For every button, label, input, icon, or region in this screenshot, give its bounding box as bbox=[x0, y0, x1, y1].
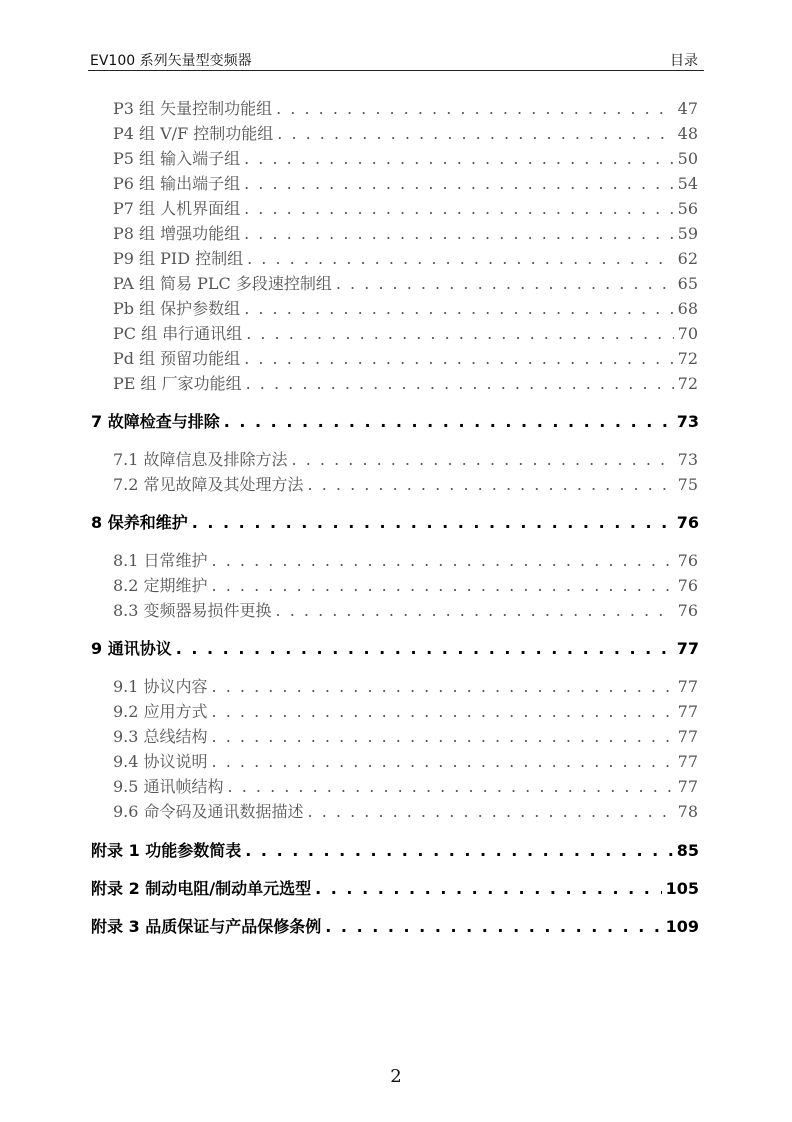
toc-entry-label: 9.5 通讯帧结构 bbox=[113, 777, 224, 796]
header-section-title: 目录 bbox=[670, 53, 698, 69]
toc-dot-leader bbox=[212, 752, 674, 771]
toc-entry-page-number: 78 bbox=[677, 802, 698, 821]
toc-dot-leader bbox=[176, 639, 673, 658]
toc-section-entry[interactable] bbox=[113, 674, 698, 696]
toc-chapter-entry[interactable] bbox=[91, 636, 699, 658]
toc-entry-label: 9 通讯协议 bbox=[91, 639, 172, 658]
toc-entry-label: PC 组 串行通讯组 bbox=[113, 324, 243, 343]
toc-entry-page-number: 105 bbox=[665, 879, 699, 898]
toc-section-entry[interactable] bbox=[113, 447, 698, 469]
toc-section-entry[interactable] bbox=[113, 799, 698, 821]
toc-dot-leader bbox=[224, 412, 673, 431]
toc-entry-page-number: 50 bbox=[677, 149, 698, 168]
header-document-title: EV100 系列矢量型变频器 bbox=[90, 53, 252, 69]
toc-section-entry[interactable] bbox=[113, 548, 698, 570]
toc-entry-label: 附录 2 制动电阻/制动单元选型 bbox=[91, 879, 312, 898]
toc-dot-leader bbox=[212, 702, 674, 721]
toc-entry-page-number: 76 bbox=[676, 513, 699, 532]
toc-entry-page-number: 73 bbox=[677, 450, 698, 469]
toc-entry-page-number: 70 bbox=[677, 324, 698, 343]
toc-entry-page-number: 73 bbox=[676, 412, 699, 431]
toc-section-entry[interactable] bbox=[113, 749, 698, 771]
toc-entry-page-number: 77 bbox=[677, 677, 698, 696]
toc-dot-leader bbox=[244, 224, 674, 243]
toc-dot-leader bbox=[228, 777, 674, 796]
toc-entry-page-number: 59 bbox=[677, 224, 698, 243]
toc-entry-page-number: 76 bbox=[677, 551, 698, 570]
toc-entry-label: 9.2 应用方式 bbox=[113, 702, 208, 721]
toc-dot-leader bbox=[276, 601, 674, 620]
toc-section-entry[interactable] bbox=[113, 774, 698, 796]
toc-dot-leader bbox=[276, 99, 674, 118]
toc-dot-leader bbox=[315, 879, 661, 898]
toc-section-entry[interactable] bbox=[113, 699, 698, 721]
toc-entry-label: 7.2 常见故障及其处理方法 bbox=[113, 475, 304, 494]
toc-entry-page-number: 76 bbox=[677, 576, 698, 595]
toc-entry-page-number: 75 bbox=[677, 475, 698, 494]
toc-entry-page-number: 76 bbox=[677, 601, 698, 620]
toc-entry-label: 7 故障检查与排除 bbox=[91, 412, 220, 431]
toc-dot-leader bbox=[192, 513, 673, 532]
toc-section-entry[interactable] bbox=[113, 221, 698, 243]
toc-section-entry[interactable] bbox=[113, 321, 698, 343]
toc-entry-label: P4 组 V/F 控制功能组 bbox=[113, 124, 274, 143]
toc-entry-label: PA 组 简易 PLC 多段速控制组 bbox=[113, 274, 332, 293]
toc-entry-page-number: 56 bbox=[677, 199, 698, 218]
toc-entry-label: 附录 1 功能参数简表 bbox=[91, 841, 242, 860]
toc-entry-label: 8 保养和维护 bbox=[91, 513, 188, 532]
toc-dot-leader bbox=[325, 917, 661, 936]
toc-section-entry[interactable] bbox=[113, 346, 698, 368]
toc-entry-page-number: 72 bbox=[677, 374, 698, 393]
toc-dot-leader bbox=[212, 677, 674, 696]
page-header bbox=[88, 50, 704, 71]
toc-section-entry[interactable] bbox=[113, 96, 698, 118]
toc-entry-page-number: 54 bbox=[677, 174, 698, 193]
toc-section-entry[interactable] bbox=[113, 246, 698, 268]
toc-entry-page-number: 77 bbox=[677, 702, 698, 721]
toc-entry-label: 7.1 故障信息及排除方法 bbox=[113, 450, 288, 469]
toc-entry-page-number: 77 bbox=[677, 752, 698, 771]
toc-entry-label: PE 组 厂家功能组 bbox=[113, 374, 242, 393]
toc-entry-page-number: 62 bbox=[677, 249, 698, 268]
toc-entry-page-number: 77 bbox=[676, 639, 699, 658]
toc-entry-label: 附录 3 品质保证与产品保修条例 bbox=[91, 917, 322, 936]
toc-section-entry[interactable] bbox=[113, 296, 698, 318]
toc-dot-leader bbox=[308, 475, 674, 494]
toc-dot-leader bbox=[246, 374, 674, 393]
toc-dot-leader bbox=[244, 349, 673, 368]
toc-dot-leader bbox=[244, 199, 674, 218]
toc-dot-leader bbox=[277, 124, 673, 143]
toc-section-entry[interactable] bbox=[113, 573, 698, 595]
toc-chapter-entry[interactable] bbox=[91, 510, 699, 532]
toc-entry-label: P9 组 PID 控制组 bbox=[113, 249, 244, 268]
toc-entry-page-number: 65 bbox=[677, 274, 698, 293]
toc-entry-label: 8.1 日常维护 bbox=[113, 551, 208, 570]
toc-dot-leader bbox=[212, 727, 674, 746]
toc-section-entry[interactable] bbox=[113, 472, 698, 494]
toc-entry-label: 9.6 命令码及通讯数据描述 bbox=[113, 802, 304, 821]
toc-entry-page-number: 48 bbox=[677, 124, 698, 143]
toc-entry-label: 9.1 协议内容 bbox=[113, 677, 208, 696]
toc-dot-leader bbox=[244, 174, 674, 193]
toc-entry-page-number: 47 bbox=[677, 99, 698, 118]
toc-entry-label: P5 组 输入端子组 bbox=[113, 149, 241, 168]
toc-chapter-entry[interactable] bbox=[91, 409, 699, 431]
toc-entry-label: 9.3 总线结构 bbox=[113, 727, 208, 746]
toc-chapter-entry[interactable] bbox=[91, 914, 699, 936]
toc-entry-page-number: 77 bbox=[677, 777, 698, 796]
toc-entry-label: P6 组 输出端子组 bbox=[113, 174, 241, 193]
toc-entry-page-number: 72 bbox=[677, 349, 698, 368]
toc-chapter-entry[interactable] bbox=[91, 838, 699, 860]
toc-section-entry[interactable] bbox=[113, 121, 698, 143]
toc-dot-leader bbox=[292, 450, 674, 469]
toc-chapter-entry[interactable] bbox=[91, 876, 699, 898]
toc-section-entry[interactable] bbox=[113, 598, 698, 620]
toc-entry-label: Pd 组 预留功能组 bbox=[113, 349, 241, 368]
toc-entry-page-number: 77 bbox=[677, 727, 698, 746]
toc-entry-label: Pb 组 保护参数组 bbox=[113, 299, 241, 318]
toc-dot-leader bbox=[247, 249, 674, 268]
toc-entry-label: P3 组 矢量控制功能组 bbox=[113, 99, 273, 118]
toc-section-entry[interactable] bbox=[113, 146, 698, 168]
toc-entry-label: 8.3 变频器易损件更换 bbox=[113, 601, 272, 620]
toc-dot-leader bbox=[244, 299, 673, 318]
toc-dot-leader bbox=[212, 576, 674, 595]
toc-section-entry[interactable] bbox=[113, 171, 698, 193]
toc-entry-page-number: 85 bbox=[676, 841, 699, 860]
toc-dot-leader bbox=[212, 551, 674, 570]
toc-dot-leader bbox=[245, 841, 672, 860]
toc-entry-page-number: 68 bbox=[677, 299, 698, 318]
toc-entry-label: 9.4 协议说明 bbox=[113, 752, 208, 771]
toc-section-entry[interactable] bbox=[113, 271, 698, 293]
page-number: 2 bbox=[390, 1066, 402, 1087]
toc-dot-leader bbox=[244, 149, 674, 168]
toc-dot-leader bbox=[308, 802, 674, 821]
toc-dot-leader bbox=[336, 274, 674, 293]
toc-entry-label: P7 组 人机界面组 bbox=[113, 199, 241, 218]
toc-section-entry[interactable] bbox=[113, 371, 698, 393]
toc-section-entry[interactable] bbox=[113, 724, 698, 746]
toc-entry-label: 8.2 定期维护 bbox=[113, 576, 208, 595]
toc-entry-page-number: 109 bbox=[665, 917, 699, 936]
toc-entry-label: P8 组 增强功能组 bbox=[113, 224, 241, 243]
toc-section-entry[interactable] bbox=[113, 196, 698, 218]
toc-dot-leader bbox=[246, 324, 673, 343]
